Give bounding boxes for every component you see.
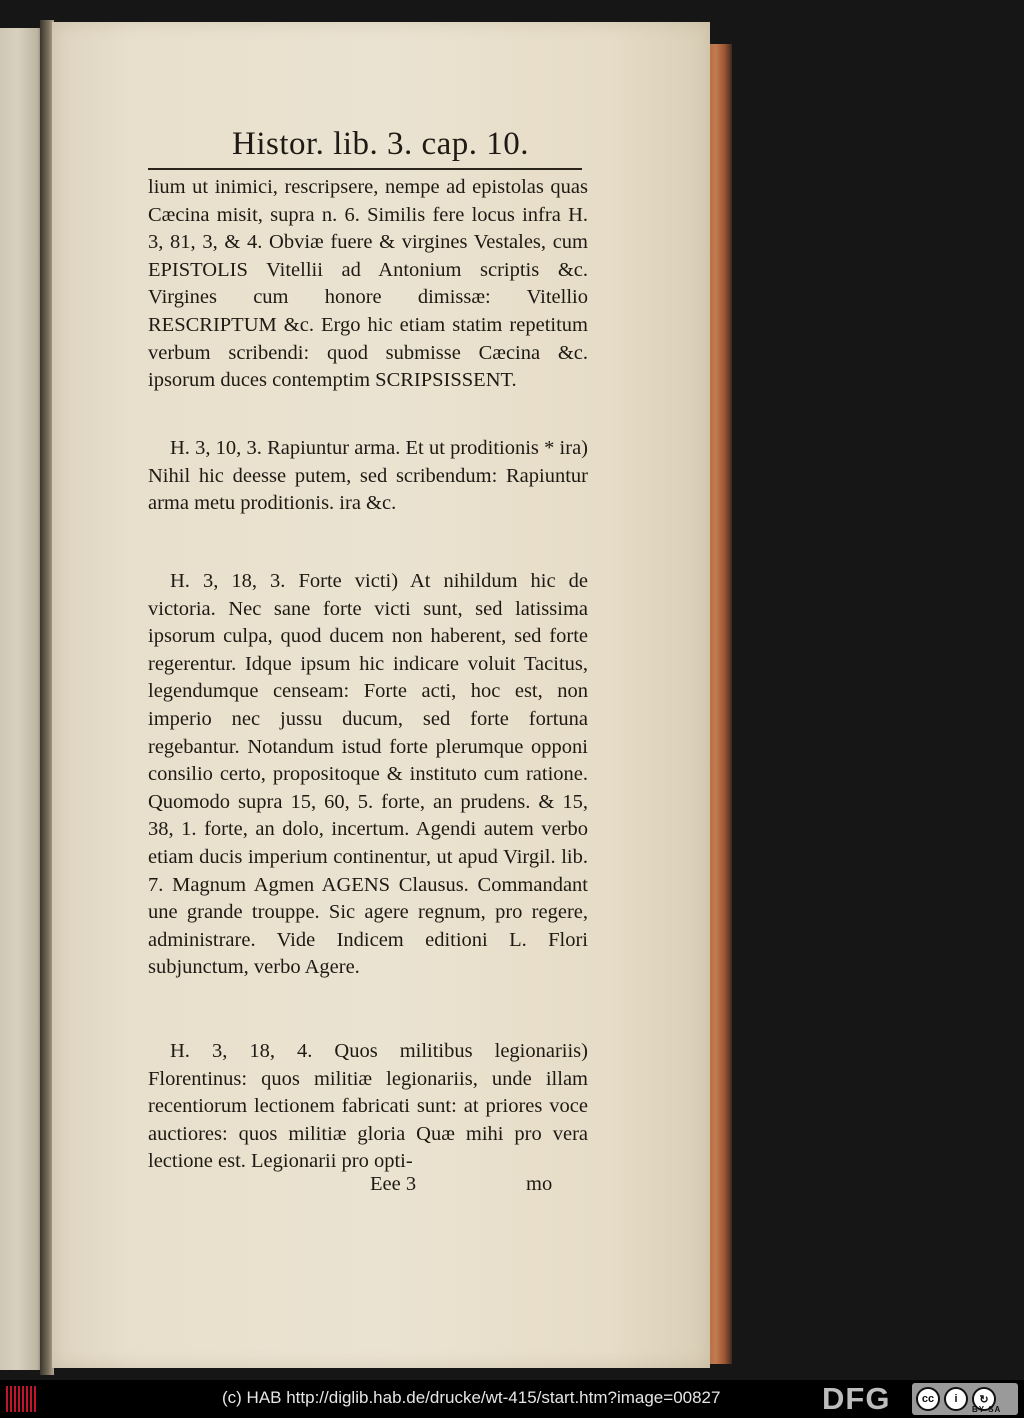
dfg-logo: DFG [822, 1381, 891, 1416]
paragraph-text: H. 3, 18, 4. Quos militibus legionariis) Florentinus: quos militiæ legionariis, unde illam recentiorum lectionem fabricati sunt: at priores voce auctiores: quos militiæ gloria Quæ mihi pro vera lectione est. Legionarii pro opti- [148, 1040, 588, 1173]
hab-logo-icon [6, 1386, 40, 1412]
viewer-footer [0, 1380, 1024, 1418]
paragraph-text: lium ut inimici, rescripsere, nempe ad epistolas quas Cæcina misit, supra n. 6. Similis fere locus infra H. 3, 81, 3, & 4. Obviæ fuere & virgines Vestales, cum EPISTOLIS Vitellii ad Antonium scriptis &c. Virgines cum honore dimissæ: Vitellio RESCRIPTUM &c. Ergo hic etiam statim repetitum verbum scribendi: quod submisse Cæcina &c. ipsorum duces contemptim SCRIPSISSENT. [148, 176, 588, 392]
attribution-icon: i [944, 1387, 968, 1411]
license-label: BY SA [972, 1405, 1002, 1414]
running-head: Histor. lib. 3. cap. 10. [232, 126, 530, 162]
paragraph-1 [148, 174, 588, 395]
cc-icon: cc [916, 1387, 940, 1411]
paragraph-3 [148, 568, 588, 982]
paragraph-2 [148, 435, 588, 518]
catchword: mo [526, 1173, 553, 1195]
share-alike-icon: ↻ [972, 1387, 996, 1411]
paragraph-4 [148, 1038, 588, 1176]
citation-link[interactable]: (c) HAB http://diglib.hab.de/drucke/wt-415/start.htm?image=00827 [222, 1388, 721, 1407]
cc-license-badge[interactable] [912, 1383, 1018, 1415]
signature-mark: Eee 3 [370, 1173, 417, 1195]
paragraph-text: H. 3, 10, 3. Rapiuntur arma. Et ut proditionis * ira) Nihil hic deesse putem, sed scribendum: Rapiuntur arma metu proditionis. ira &c. [148, 437, 588, 515]
paragraph-text: H. 3, 18, 3. Forte victi) At nihildum hic de victoria. Nec sane forte victi sunt, sed latissima ipsorum culpa, quod ducem non haberent, sed forte regerentur. Idque ipsum hic indicare voluit Tacitus, legendumque censeam: Forte acti, hoc est, non imperio nec jussu ducum, sed forte fortuna regebantur. Notandum istud forte plerumque opponi consilio certo, propositoque & instituto cum ratione. Quomodo supra 15, 60, 5. forte, an prudens. & 15, 38, 1. forte, an dolo, incertum. Agendi autem verbo etiam ducis imperium continentur, ut apud Virgil. lib. 7. Magnum Agmen AGENS Clausus. Commandant une grande trouppe. Sic agere regnum, pro regere, administrare. Vide Indicem editioni L. Flori subjunctum, verbo Agere. [148, 570, 588, 979]
head-rule [148, 168, 582, 170]
adjacent-page-strip [0, 28, 44, 1370]
book-page [52, 22, 710, 1368]
